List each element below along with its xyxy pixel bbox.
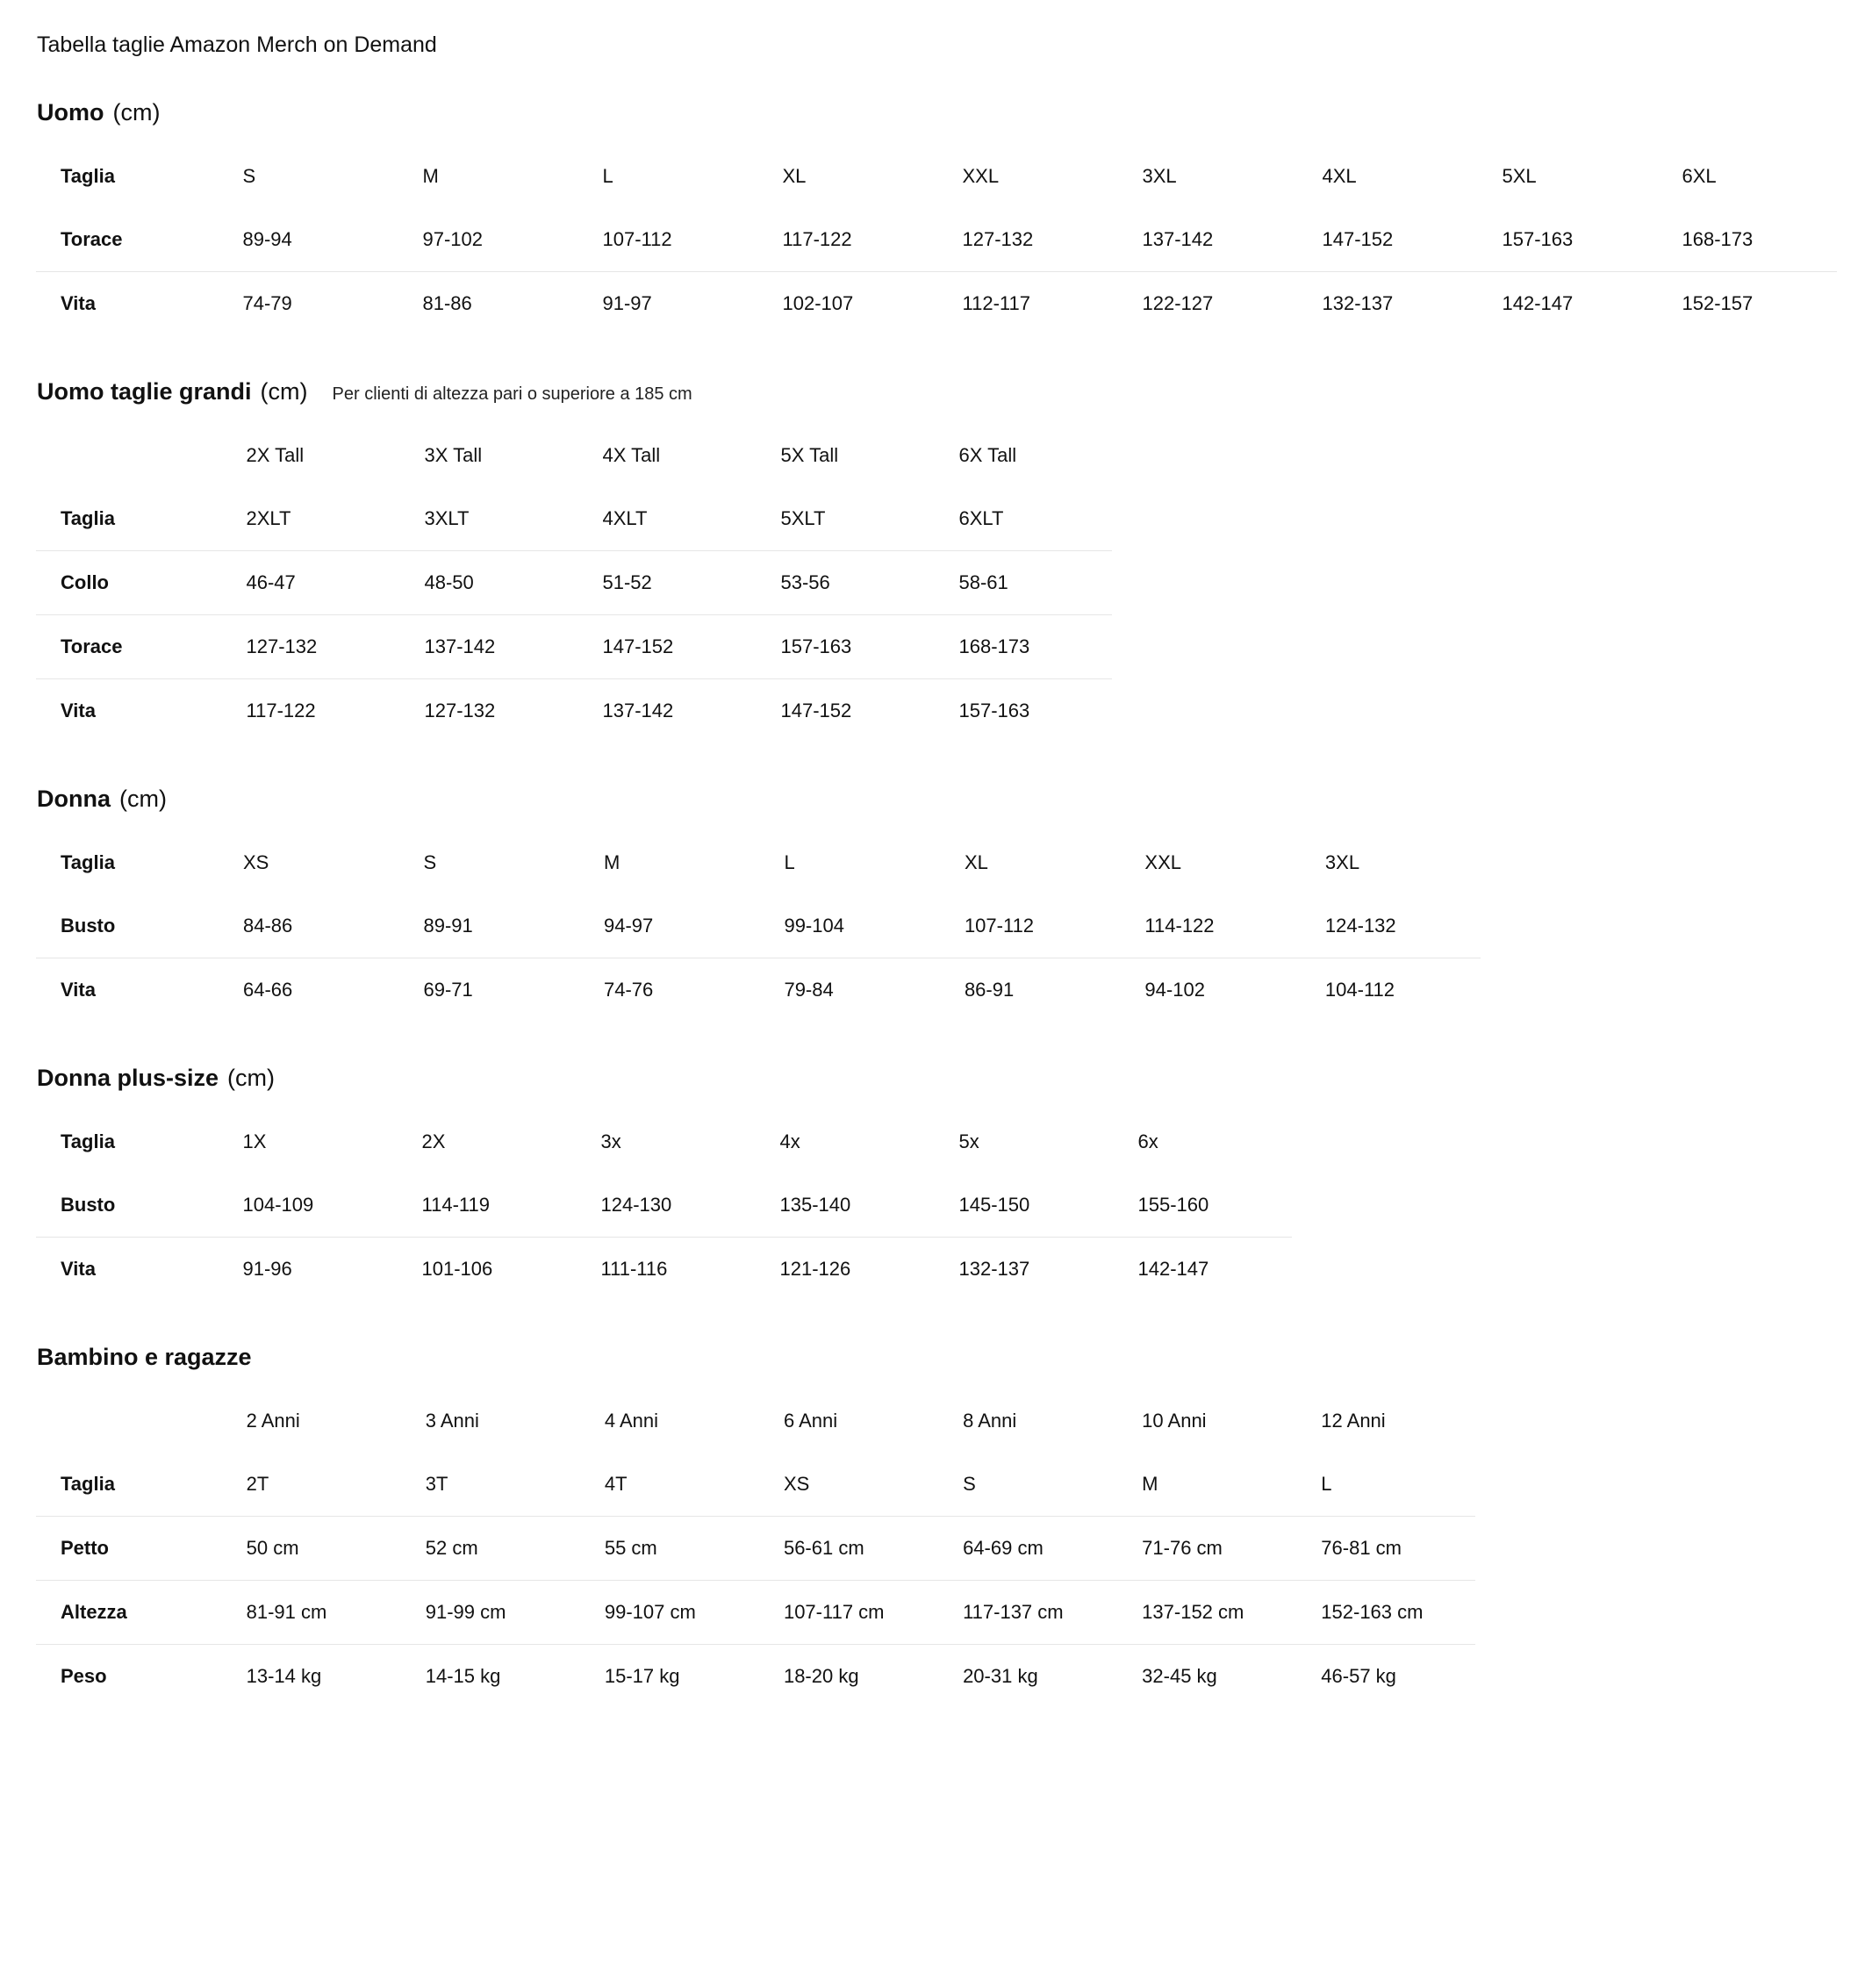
table-cell: 53-56 <box>757 551 935 615</box>
column-header: XXL <box>962 165 1000 187</box>
page-title: Tabella taglie Amazon Merch on Demand <box>37 32 437 57</box>
table-cell: 157-163 <box>757 615 935 679</box>
table-cell: 168-173 <box>935 615 1113 679</box>
table-cell: 76-81 cm <box>1296 1517 1475 1581</box>
section-unit: (cm) <box>119 786 167 812</box>
table-cell: 99-107 cm <box>580 1581 759 1645</box>
column-header: Taglia <box>61 851 115 873</box>
table-cell: 107-112 <box>578 208 758 272</box>
row-header: Vita <box>61 979 96 1001</box>
table-cell: 132-137 <box>958 1258 1030 1280</box>
column-header: 5x <box>958 1130 979 1152</box>
column-header: XS <box>243 851 269 873</box>
table-cell: 114-119 <box>398 1173 577 1238</box>
table-cell: 104-109 <box>219 1173 398 1238</box>
table-cell: 55 cm <box>580 1517 759 1581</box>
table-cell: 74-76 <box>603 979 654 1001</box>
table-cell: 20-31 kg <box>963 1665 1038 1687</box>
section-unit: (cm) <box>227 1065 276 1091</box>
table-cell: 50 cm <box>222 1517 401 1581</box>
column-header: 2X Tall <box>246 444 305 466</box>
section-heading-donna <box>37 786 1837 813</box>
table-cell: 74-79 <box>242 292 292 314</box>
section-donna-plus-size <box>35 1065 1837 1302</box>
table-cell: 13-14 kg <box>246 1665 322 1687</box>
table-cell: 132-137 <box>1322 292 1394 314</box>
table-cell: 137-142 <box>1118 208 1298 272</box>
table-cell: 111-116 <box>600 1258 668 1280</box>
column-header: 5X Tall <box>780 444 839 466</box>
section-title: Donna <box>37 786 111 812</box>
table-cell: S <box>938 1453 1117 1517</box>
column-header <box>36 1389 222 1453</box>
row-header: Busto <box>36 1173 219 1238</box>
table-cell: 124-130 <box>577 1173 756 1238</box>
table-cell: 3XLT <box>400 487 578 551</box>
column-header: 6 Anni <box>783 1410 838 1432</box>
section-donna <box>35 786 1837 1023</box>
table-cell: 127-132 <box>424 700 496 721</box>
table-header-row <box>36 424 1113 488</box>
table-cell: 14-15 kg <box>425 1665 501 1687</box>
table-row <box>36 551 1113 615</box>
table-row <box>36 679 1113 743</box>
table-row <box>36 1238 1293 1302</box>
table-cell: 117-122 <box>758 208 938 272</box>
table-row <box>36 1173 1293 1238</box>
column-header: 6X Tall <box>958 444 1017 466</box>
column-header: 4 Anni <box>604 1410 659 1432</box>
column-header: Taglia <box>61 165 115 187</box>
table-row <box>36 894 1481 958</box>
table-cell: 46-57 kg <box>1321 1665 1396 1687</box>
table-cell: 152-163 cm <box>1296 1581 1475 1645</box>
column-header: L <box>602 165 613 187</box>
table-cell: 3T <box>401 1453 580 1517</box>
table-cell: 147-152 <box>780 700 852 721</box>
table-cell: 142-147 <box>1137 1258 1209 1280</box>
column-header: 3x <box>600 1130 621 1152</box>
table-cell: M <box>1117 1453 1296 1517</box>
table-cell: 94-102 <box>1144 979 1205 1001</box>
column-header: 4X Tall <box>602 444 661 466</box>
table-cell: 69-71 <box>423 979 473 1001</box>
table-cell: 104-112 <box>1324 979 1395 1001</box>
table-cell: 107-112 <box>940 894 1120 958</box>
table-cell: 117-122 <box>246 700 316 721</box>
table-cell: 102-107 <box>782 292 854 314</box>
table-row <box>36 487 1113 551</box>
section-heading-uomo-taglie-grandi <box>37 378 1837 405</box>
table-row <box>36 958 1481 1023</box>
row-header: Torace <box>36 208 219 272</box>
table-cell: 137-142 <box>400 615 578 679</box>
table-header-row <box>36 145 1838 209</box>
table-donna-plus-size <box>35 1109 1293 1302</box>
table-cell: 137-152 cm <box>1117 1581 1296 1645</box>
column-header: 4x <box>779 1130 800 1152</box>
table-cell: 137-142 <box>602 700 674 721</box>
table-cell: 142-147 <box>1502 292 1574 314</box>
table-cell: 81-86 <box>422 292 472 314</box>
table-donna <box>35 830 1481 1023</box>
table-cell: 117-137 cm <box>938 1581 1117 1645</box>
section-title: Bambino e ragazze <box>37 1344 252 1370</box>
table-cell: 46-47 <box>222 551 400 615</box>
row-header: Vita <box>61 700 96 721</box>
table-row <box>36 1581 1476 1645</box>
table-cell: 97-102 <box>398 208 578 272</box>
section-heading-donna-plus-size <box>37 1065 1837 1092</box>
section-heading-bambino-e-ragazze <box>37 1344 1837 1371</box>
column-header: 4XL <box>1322 165 1357 187</box>
table-cell: 91-96 <box>242 1258 292 1280</box>
table-cell: 4XLT <box>578 487 757 551</box>
table-cell: 58-61 <box>935 551 1113 615</box>
table-cell: 147-152 <box>578 615 757 679</box>
column-header: M <box>422 165 439 187</box>
section-bambino-e-ragazze <box>35 1344 1837 1709</box>
column-header: 10 Anni <box>1142 1410 1207 1432</box>
table-cell: L <box>1296 1453 1475 1517</box>
table-cell: 89-94 <box>219 208 398 272</box>
column-header: L <box>784 851 795 873</box>
table-cell: 18-20 kg <box>783 1665 859 1687</box>
section-unit: (cm) <box>260 378 308 405</box>
column-header: XL <box>964 851 988 873</box>
table-cell: 135-140 <box>756 1173 935 1238</box>
table-cell: 6XLT <box>935 487 1113 551</box>
column-header: M <box>603 851 620 873</box>
table-cell: 168-173 <box>1658 208 1838 272</box>
table-bambino-e-ragazze <box>35 1389 1476 1709</box>
table-cell: 122-127 <box>1142 292 1214 314</box>
table-cell: 15-17 kg <box>604 1665 680 1687</box>
column-header: XXL <box>1144 851 1182 873</box>
table-cell: 147-152 <box>1298 208 1478 272</box>
column-header: 3XL <box>1324 851 1360 873</box>
table-row <box>36 272 1838 336</box>
table-cell: 94-97 <box>579 894 759 958</box>
section-title: Uomo <box>37 99 104 126</box>
table-row <box>36 1517 1476 1581</box>
table-cell: 89-91 <box>398 894 578 958</box>
table-cell: 2T <box>222 1453 401 1517</box>
table-cell: 114-122 <box>1120 894 1300 958</box>
table-cell: 157-163 <box>958 700 1030 721</box>
table-cell: 71-76 cm <box>1117 1517 1296 1581</box>
column-header: S <box>423 851 437 873</box>
table-cell: 81-91 cm <box>222 1581 401 1645</box>
table-row <box>36 208 1838 272</box>
column-header <box>36 424 222 488</box>
row-header: Busto <box>36 894 219 958</box>
column-header: 1X <box>242 1130 267 1152</box>
column-header: XL <box>782 165 807 187</box>
table-cell: 51-52 <box>578 551 757 615</box>
column-header: 6x <box>1137 1130 1158 1152</box>
table-row <box>36 1453 1476 1517</box>
table-cell: 32-45 kg <box>1142 1665 1217 1687</box>
table-cell: 145-150 <box>935 1173 1114 1238</box>
row-header: Vita <box>61 1258 96 1280</box>
section-title: Donna plus-size <box>37 1065 219 1091</box>
section-heading-uomo <box>37 99 1837 126</box>
table-cell: 157-163 <box>1478 208 1658 272</box>
row-header: Vita <box>61 292 96 314</box>
table-cell: 121-126 <box>779 1258 851 1280</box>
column-header: 6XL <box>1682 165 1717 187</box>
table-cell: 99-104 <box>759 894 939 958</box>
row-header: Taglia <box>36 1453 222 1517</box>
table-cell: 91-97 <box>602 292 652 314</box>
column-header: 3 Anni <box>425 1410 479 1432</box>
row-header: Taglia <box>36 487 222 551</box>
row-header: Collo <box>36 551 222 615</box>
table-cell: 127-132 <box>222 615 400 679</box>
table-cell: 152-157 <box>1682 292 1754 314</box>
column-header: 3XL <box>1142 165 1177 187</box>
column-header: 2X <box>421 1130 446 1152</box>
row-header: Altezza <box>36 1581 222 1645</box>
row-header: Peso <box>61 1665 107 1687</box>
table-cell: XS <box>759 1453 938 1517</box>
column-header: 2 Anni <box>246 1410 300 1432</box>
table-cell: 127-132 <box>938 208 1118 272</box>
table-row <box>36 1645 1476 1709</box>
column-header: 5XL <box>1502 165 1537 187</box>
column-header: Taglia <box>61 1130 115 1152</box>
section-title: Uomo taglie grandi <box>37 378 252 405</box>
table-cell: 91-99 cm <box>401 1581 580 1645</box>
table-cell: 79-84 <box>784 979 834 1001</box>
table-header-row <box>36 831 1481 895</box>
table-cell: 124-132 <box>1301 894 1481 958</box>
table-header-row <box>36 1389 1476 1453</box>
column-header: S <box>242 165 256 187</box>
section-uomo <box>35 99 1837 336</box>
table-uomo <box>35 144 1838 336</box>
table-header-row <box>36 1110 1293 1174</box>
table-row <box>36 615 1113 679</box>
table-cell: 56-61 cm <box>759 1517 938 1581</box>
section-uomo-taglie-grandi <box>35 378 1837 743</box>
table-cell: 84-86 <box>219 894 398 958</box>
column-header: 8 Anni <box>963 1410 1017 1432</box>
row-header: Petto <box>36 1517 222 1581</box>
table-cell: 48-50 <box>400 551 578 615</box>
table-cell: 2XLT <box>222 487 400 551</box>
table-cell: 5XLT <box>757 487 935 551</box>
table-cell: 155-160 <box>1114 1173 1293 1238</box>
section-note: Per clienti di altezza pari o superiore a 185 cm <box>332 384 692 404</box>
row-header: Torace <box>36 615 222 679</box>
table-uomo-taglie-grandi <box>35 423 1113 743</box>
column-header: 3X Tall <box>424 444 483 466</box>
table-cell: 52 cm <box>401 1517 580 1581</box>
table-cell: 86-91 <box>964 979 1015 1001</box>
table-cell: 107-117 cm <box>759 1581 938 1645</box>
table-cell: 101-106 <box>421 1258 493 1280</box>
column-header: 12 Anni <box>1321 1410 1386 1432</box>
table-cell: 112-117 <box>962 292 1030 314</box>
table-cell: 64-66 <box>243 979 293 1001</box>
table-cell: 64-69 cm <box>938 1517 1117 1581</box>
section-unit: (cm) <box>112 99 161 126</box>
table-cell: 4T <box>580 1453 759 1517</box>
